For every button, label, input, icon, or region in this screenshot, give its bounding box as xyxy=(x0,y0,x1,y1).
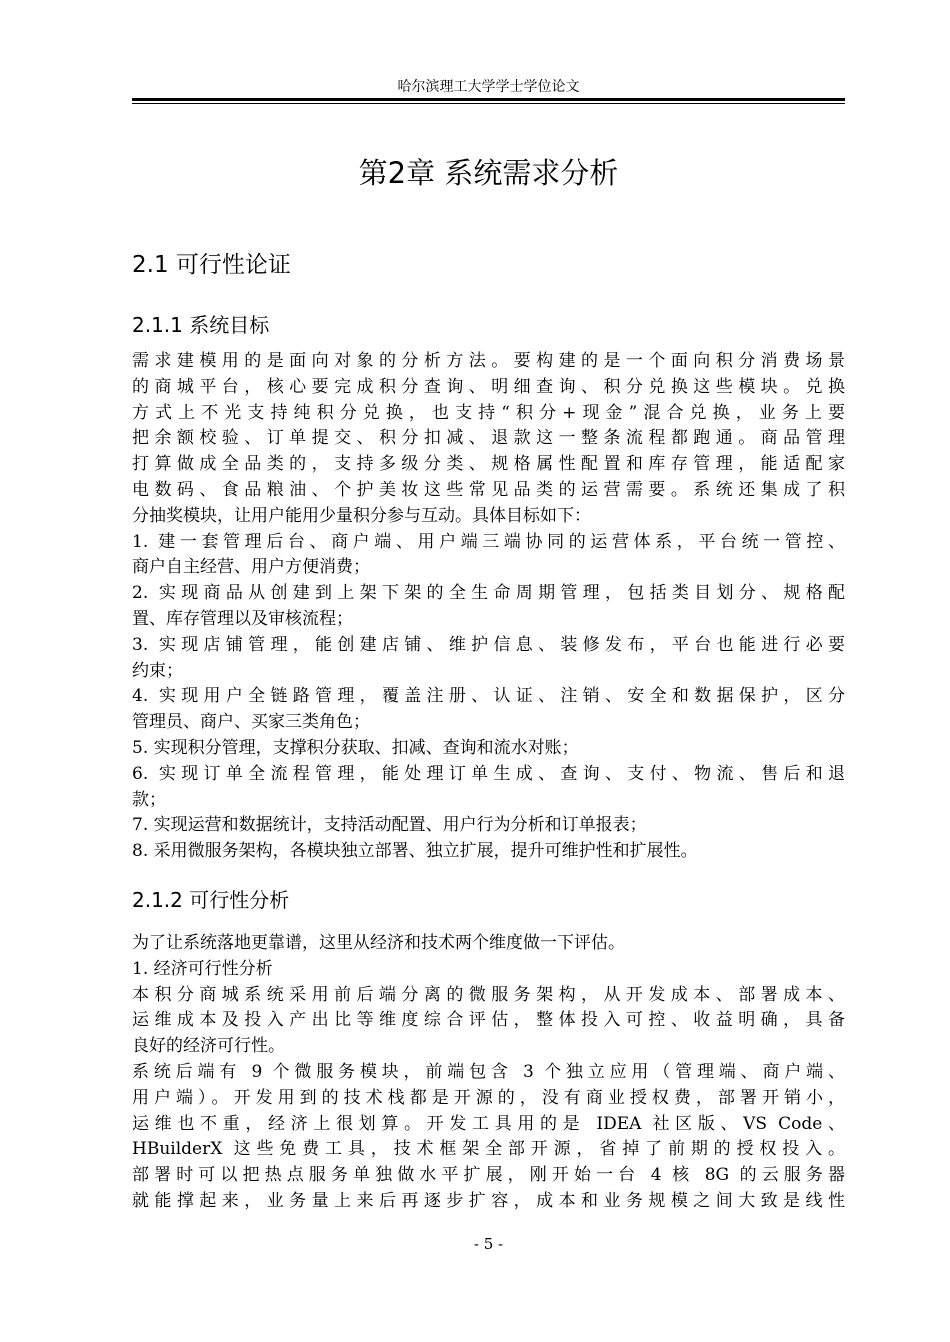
page-number: - 5 - xyxy=(473,1235,504,1253)
list-item-line: 6. 实现订单全流程管理，能处理订单生成、查询、支付、物流、售后和退 xyxy=(132,763,845,784)
system-goals-text xyxy=(132,349,845,865)
list-item-line: 2. 实现商品从创建到上架下架的全生命周期管理，包括类目划分、规格配 xyxy=(132,583,845,604)
text-line: 良好的经济可行性。 xyxy=(132,1036,285,1057)
running-header: 哈尔滨理工大学学士学位论文 xyxy=(397,79,580,95)
list-item-line: 4. 实现用户全链路管理，覆盖注册、认证、注销、安全和数据保护，区分 xyxy=(132,686,845,707)
list-item-line: 8. 采用微服务架构，各模块独立部署、独立扩展，提升可维护性和扩展性。 xyxy=(132,841,698,862)
chapter-title: 第2章 系统需求分析 xyxy=(358,156,619,190)
subsection-heading-2-1-1: 2.1.1 系统目标 xyxy=(132,313,270,337)
list-item-line: 1. 建一套管理后台、商户端、用户端三端协同的运营体系，平台统一管控、 xyxy=(132,531,845,552)
subsection-heading-2-1-2: 2.1.2 可行性分析 xyxy=(132,888,290,912)
text-line: 方式上不光支持纯积分兑换，也支持“积分+现金”混合兑换，业务上要 xyxy=(132,402,845,423)
text-line: 1. 经济可行性分析 xyxy=(132,958,273,979)
text-line: 分抽奖模块，让用户能用少量积分参与互动。具体目标如下： xyxy=(132,505,591,526)
text-line: 为了让系统落地更靠谱，这里从经济和技术两个维度做一下评估。 xyxy=(132,933,625,953)
list-item-line: 7. 实现运营和数据统计，支持活动配置、用户行为分析和订单报表； xyxy=(132,815,647,836)
text-line: 把余额校验、订单提交、积分扣减、退款这一整条流程都跑通。商品管理 xyxy=(132,428,845,449)
text-line: 运维成本及投入产出比等维度综合评估，整体投入可控、收益明确，具备 xyxy=(132,1010,845,1031)
text-line: 就能撑起来，业务量上来后再逐步扩容，成本和业务规模之间大致是线性 xyxy=(132,1190,845,1211)
text-line: 电数码、食品粮油、个护美妆这些常见品类的运营需要。系统还集成了积 xyxy=(132,479,845,500)
text-line: HBuilderX 这些免费工具，技术框架全部开源，省掉了前期的授权投入。 xyxy=(132,1139,845,1160)
feasibility-analysis-text xyxy=(132,931,845,1215)
section-heading-2-1: 2.1 可行性论证 xyxy=(132,252,291,278)
list-item-line: 3. 实现店铺管理，能创建店铺、维护信息、装修发布，平台也能进行必要 xyxy=(132,634,845,655)
list-item-line: 款； xyxy=(132,789,166,810)
list-item-line: 商户自主经营、用户方便消费； xyxy=(132,557,370,578)
text-line: 用户端）。开发用到的技术栈都是开源的，没有商业授权费，部署开销小， xyxy=(132,1087,845,1108)
text-line: 系统后端有 9 个微服务模块，前端包含 3 个独立应用（管理端、商户端、 xyxy=(132,1061,845,1082)
list-item-line: 置、库存管理以及审核流程； xyxy=(132,608,353,629)
text-line: 需求建模用的是面向对象的分析方法。要构建的是一个面向积分消费场景 xyxy=(132,351,845,371)
text-line: 打算做成全品类的，支持多级分类、规格属性配置和库存管理，能适配家 xyxy=(132,454,845,475)
list-item-line: 约束； xyxy=(132,660,183,681)
header-rule-thin xyxy=(132,103,845,104)
list-item-line: 管理员、商户、买家三类角色； xyxy=(132,712,370,733)
text-line: 本积分商城系统采用前后端分离的微服务架构，从开发成本、部署成本、 xyxy=(132,984,845,1005)
header-rule-thick xyxy=(132,98,845,101)
text-line: 部署时可以把热点服务单独做水平扩展，刚开始一台 4 核 8G 的云服务器 xyxy=(132,1165,845,1186)
text-line: 运维也不重，经济上很划算。开发工具用的是 IDEA 社区版、VS Code、 xyxy=(132,1113,845,1134)
text-line: 的商城平台，核心要完成积分查询、明细查询、积分兑换这些模块。兑换 xyxy=(132,376,845,397)
list-item-line: 5. 实现积分管理，支撑积分获取、扣减、查询和流水对账； xyxy=(132,737,579,758)
